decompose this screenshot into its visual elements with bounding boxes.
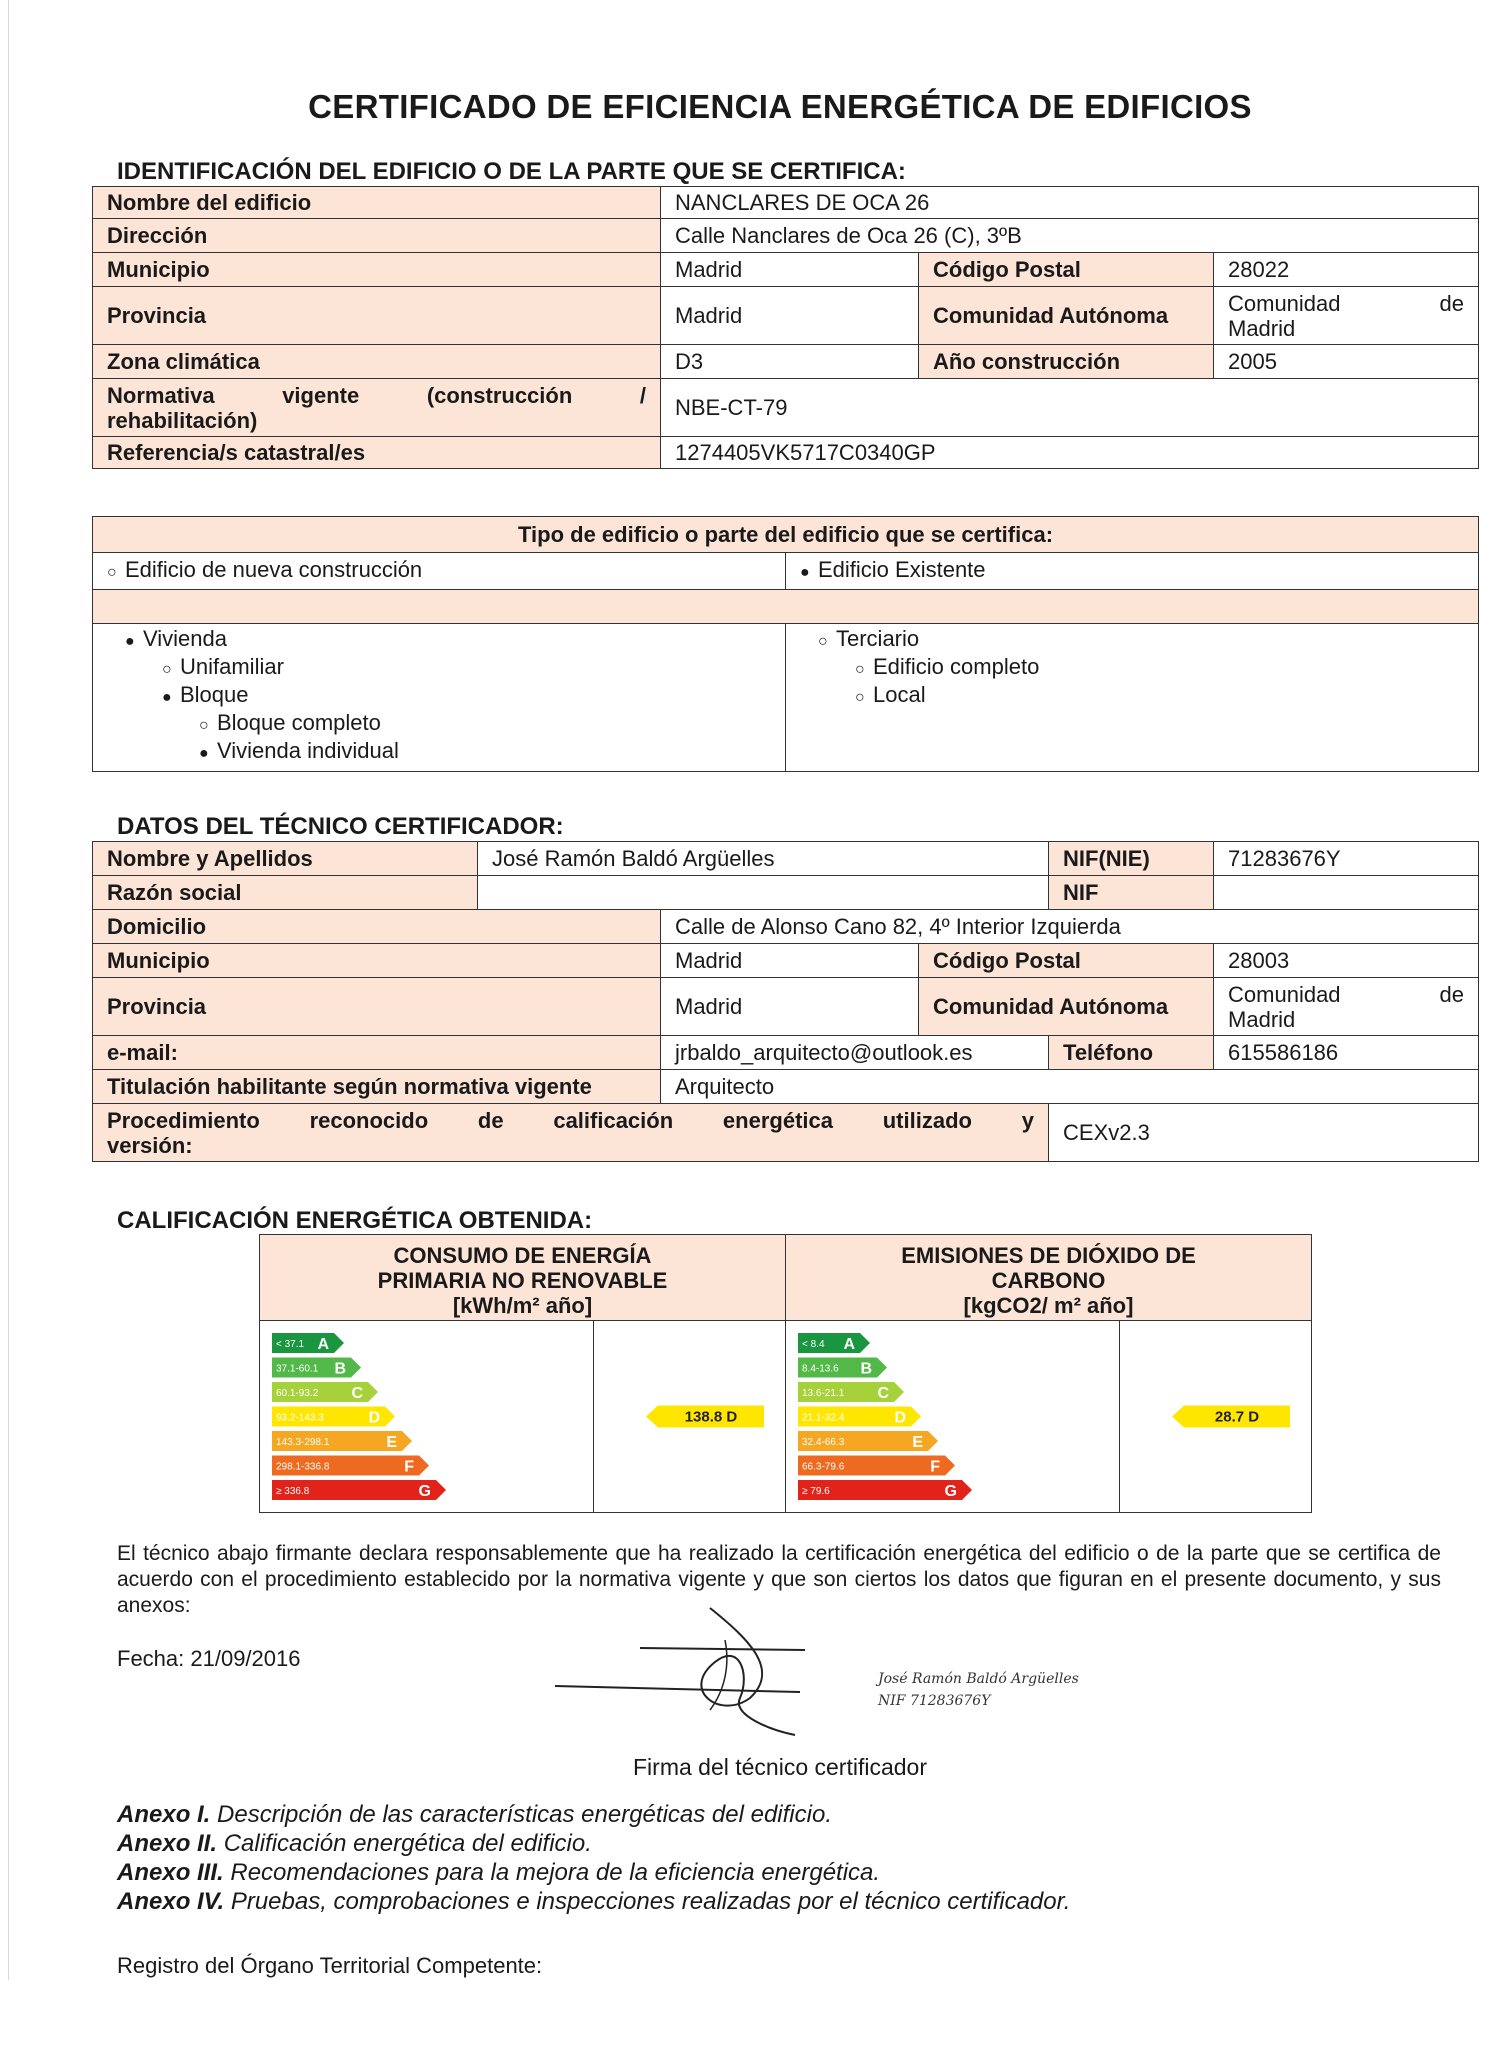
option-nueva-construccion: ○ Edificio de nueva construcción xyxy=(93,553,786,590)
rating-table xyxy=(259,1234,1312,1513)
value-municipio: Madrid xyxy=(661,253,919,287)
scale-letter: A xyxy=(317,1336,329,1353)
scale-letter: A xyxy=(843,1336,855,1353)
tecnico-section-heading: DATOS DEL TÉCNICO CERTIFICADOR: xyxy=(117,813,564,840)
scale-letter: G xyxy=(418,1483,431,1500)
value-nif-nie: 71283676Y xyxy=(1214,842,1479,876)
scale-range-label: 66.3-79.6 xyxy=(802,1461,845,1473)
scale-range-label: < 37.1 xyxy=(276,1339,305,1350)
scale-letter: F xyxy=(930,1458,940,1476)
registro-text: Registro del Órgano Territorial Competente: xyxy=(117,1953,543,1978)
value-nif xyxy=(1214,876,1479,910)
value-normativa: NBE-CT-79 xyxy=(661,379,1479,437)
label-titulacion: Titulación habilitante según normativa vigente xyxy=(93,1070,661,1104)
option-terciario-group xyxy=(786,624,1479,772)
option-unifamiliar: ○ Unifamiliar xyxy=(162,654,284,679)
emisiones-energy-scale xyxy=(786,1321,1120,1507)
value-tecnico-municipio: Madrid xyxy=(661,944,919,978)
consumo-energy-scale xyxy=(260,1321,594,1507)
scale-range-label: 298.1-336.8 xyxy=(276,1461,330,1473)
value-comunidad-autonoma: Comunidad de Madrid xyxy=(1214,287,1479,345)
value-tecnico-provincia: Madrid xyxy=(661,978,919,1036)
signature-caption: Firma del técnico certificador xyxy=(633,1754,927,1780)
scale-range-label: 93.2-143.3 xyxy=(276,1412,324,1424)
value-procedimiento: CEXv2.3 xyxy=(1049,1104,1479,1162)
value-tecnico-nombre: José Ramón Baldó Argüelles xyxy=(478,842,1049,876)
annex-item: Anexo IV. Pruebas, comprobaciones e inspecciones realizadas por el técnico certificador. xyxy=(117,1888,1071,1915)
annex-item: Anexo I. Descripción de las características energéticas del edificio. xyxy=(117,1801,832,1828)
label-normativa: Normativa vigente (construcción / rehabilitación) xyxy=(93,379,661,437)
value-nombre-edificio: NANCLARES DE OCA 26 xyxy=(661,187,1479,219)
label-tecnico-provincia: Provincia xyxy=(93,978,661,1036)
scale-letter: D xyxy=(368,1409,380,1427)
option-bloque: ● Bloque xyxy=(162,682,249,707)
option-vivienda-group xyxy=(93,624,786,772)
option-terciario: ○ Terciario xyxy=(818,626,920,651)
emisiones-header: EMISIONES DE DIÓXIDO DE CARBONO [kgCO2/ m² año] xyxy=(786,1235,1312,1321)
technician-table xyxy=(92,841,1479,1162)
annex-item: Anexo II. Calificación energética del edificio. xyxy=(117,1830,592,1857)
consumo-result-cell xyxy=(594,1321,786,1513)
annex-list xyxy=(117,1800,1070,1916)
result-value: 138.8 D xyxy=(684,1408,738,1426)
value-razon-social xyxy=(478,876,1049,910)
calificacion-heading: CALIFICACIÓN ENERGÉTICA OBTENIDA: xyxy=(117,1207,593,1234)
scale-range-label: 13.6-21.1 xyxy=(802,1388,845,1399)
building-id-table xyxy=(92,186,1479,469)
consumo-header: CONSUMO DE ENERGÍA PRIMARIA NO RENOVABLE [kWh/m² año] xyxy=(260,1235,786,1321)
signature-nif: NIF 71283676Y xyxy=(878,1693,991,1709)
scale-range-label: ≥ 79.6 xyxy=(802,1486,830,1497)
value-codigo-postal: 28022 xyxy=(1214,253,1479,287)
label-tecnico-comunidad: Comunidad Autónoma xyxy=(919,978,1214,1036)
scale-range-label: 143.3-298.1 xyxy=(276,1437,330,1448)
emisiones-result-cell xyxy=(1120,1321,1312,1513)
value-email: jrbaldo_arquitecto@outlook.es xyxy=(661,1036,1049,1070)
scale-letter: C xyxy=(351,1385,363,1402)
label-nif-nie: NIF(NIE) xyxy=(1049,842,1214,876)
value-domicilio: Calle de Alonso Cano 82, 4º Interior Izquierda xyxy=(661,910,1479,944)
label-zona-climatica: Zona climática xyxy=(93,345,661,379)
scale-letter: G xyxy=(944,1483,957,1500)
label-procedimiento: Procedimiento reconocido de calificación energética utilizado y versión: xyxy=(93,1104,1049,1162)
result-value: 28.7 D xyxy=(1214,1408,1260,1426)
label-tecnico-nombre: Nombre y Apellidos xyxy=(93,842,478,876)
option-vivienda-individual: ● Vivienda individual xyxy=(199,738,399,763)
value-anio-construccion: 2005 xyxy=(1214,345,1479,379)
value-tecnico-comunidad: Comunidad de Madrid xyxy=(1214,978,1479,1036)
id-section-heading: IDENTIFICACIÓN DEL EDIFICIO O DE LA PARTE QUE SE CERTIFICA: xyxy=(117,158,906,185)
label-anio-construccion: Año construcción xyxy=(919,345,1214,379)
option-vivienda: ● Vivienda xyxy=(125,626,227,651)
emisiones-scale-cell xyxy=(786,1321,1120,1513)
label-razon-social: Razón social xyxy=(93,876,478,910)
option-edificio-completo: ○ Edificio completo xyxy=(855,654,1040,679)
label-email: e-mail: xyxy=(93,1036,661,1070)
scale-range-label: 37.1-60.1 xyxy=(276,1363,319,1375)
value-zona-climatica: D3 xyxy=(661,345,919,379)
label-comunidad-autonoma: Comunidad Autónoma xyxy=(919,287,1214,345)
emisiones-result-arrow xyxy=(1120,1321,1312,1507)
scale-letter: B xyxy=(334,1360,346,1378)
signature-scribble xyxy=(550,1600,850,1740)
scale-letter: C xyxy=(877,1385,889,1402)
value-referencia-catastral: 1274405VK5717C0340GP xyxy=(661,437,1479,469)
building-type-spacer xyxy=(93,590,1479,624)
scale-range-label: 60.1-93.2 xyxy=(276,1388,319,1399)
consumo-scale-cell xyxy=(260,1321,594,1513)
label-nif: NIF xyxy=(1049,876,1214,910)
consumo-result-arrow xyxy=(594,1321,786,1507)
option-bloque-completo: ○ Bloque completo xyxy=(199,710,381,735)
scale-range-label: 21.1-32.4 xyxy=(802,1412,845,1424)
building-type-heading: Tipo de edificio o parte del edificio que se certifica: xyxy=(93,517,1479,553)
label-municipio: Municipio xyxy=(93,253,661,287)
label-provincia: Provincia xyxy=(93,287,661,345)
value-provincia: Madrid xyxy=(661,287,919,345)
label-tecnico-municipio: Municipio xyxy=(93,944,661,978)
label-codigo-postal: Código Postal xyxy=(919,253,1214,287)
fecha: Fecha: 21/09/2016 xyxy=(117,1646,301,1671)
option-edificio-existente: ● Edificio Existente xyxy=(786,553,1479,590)
value-titulacion: Arquitecto xyxy=(661,1070,1479,1104)
building-type-table xyxy=(92,516,1479,772)
scale-range-label: < 8.4 xyxy=(802,1339,825,1350)
scale-letter: D xyxy=(894,1409,906,1427)
scale-letter: F xyxy=(404,1458,414,1476)
label-telefono: Teléfono xyxy=(1049,1036,1214,1070)
scale-range-label: 8.4-13.6 xyxy=(802,1363,839,1375)
document-title: CERTIFICADO DE EFICIENCIA ENERGÉTICA DE EDIFICIOS xyxy=(308,88,1252,125)
value-telefono: 615586186 xyxy=(1214,1036,1479,1070)
value-tecnico-codigo-postal: 28003 xyxy=(1214,944,1479,978)
label-tecnico-codigo-postal: Código Postal xyxy=(919,944,1214,978)
value-direccion: Calle Nanclares de Oca 26 (C), 3ºB xyxy=(661,219,1479,253)
label-referencia-catastral: Referencia/s catastral/es xyxy=(93,437,661,469)
label-direccion: Dirección xyxy=(93,219,661,253)
label-nombre-edificio: Nombre del edificio xyxy=(93,187,661,219)
scale-letter: B xyxy=(860,1360,872,1378)
annex-item: Anexo III. Recomendaciones para la mejora de la eficiencia energética. xyxy=(117,1859,881,1886)
signature-name: José Ramón Baldó Argüelles xyxy=(878,1671,1079,1687)
scale-range-label: 32.4-66.3 xyxy=(802,1437,845,1448)
option-local: ○ Local xyxy=(855,682,926,707)
scale-letter: E xyxy=(912,1434,923,1451)
scale-range-label: ≥ 336.8 xyxy=(276,1486,310,1497)
label-domicilio: Domicilio xyxy=(93,910,661,944)
scale-letter: E xyxy=(386,1434,397,1451)
declaration-text: El técnico abajo firmante declara responsablemente que ha realizado la certificación energética del edificio o de la parte que se certifica de acuerdo con el procedimiento establecido por la normativa vigente y que son ciertos los datos que figuran en el presente documento, y sus anexos: xyxy=(117,1542,1441,1617)
